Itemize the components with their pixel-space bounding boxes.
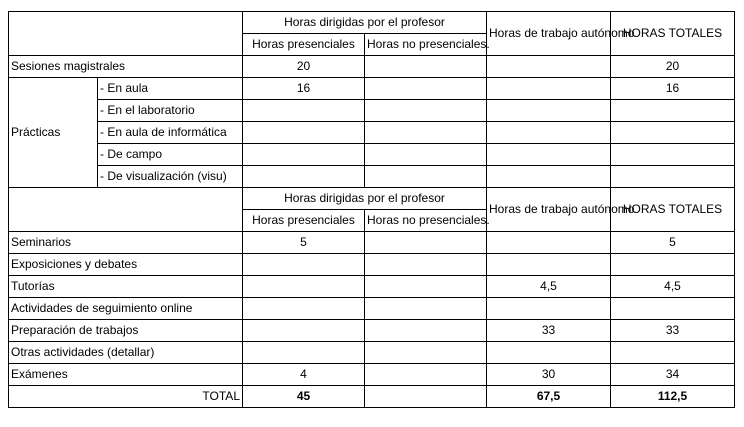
cell-totales: [611, 298, 735, 320]
cell-presenciales: [243, 144, 365, 166]
header-empty-cell: [9, 12, 243, 56]
header-row-3: [9, 188, 735, 210]
cell-no-presenciales: [365, 364, 487, 386]
hours-distribution-table: [8, 11, 735, 408]
cell-totales: 4,5: [611, 276, 735, 298]
row-preparacion-trabajos: [9, 320, 735, 342]
cell-no-presenciales: [365, 166, 487, 188]
cell-totales: [611, 166, 735, 188]
cell-no-presenciales: [365, 78, 487, 100]
row-practicas-aula: [9, 78, 735, 100]
header-row-1: [9, 12, 735, 34]
cell-presenciales: 4: [243, 364, 365, 386]
row-practicas-campo: [9, 144, 735, 166]
cell-autonomo: [487, 298, 611, 320]
row-label: Seminarios: [9, 232, 243, 254]
row-exposiciones: [9, 254, 735, 276]
cell-totales: [611, 100, 735, 122]
cell-no-presenciales: [365, 232, 487, 254]
cell-totales: [611, 144, 735, 166]
header-totales: HORAS TOTALES: [611, 188, 735, 232]
cell-no-presenciales: [365, 100, 487, 122]
practicas-label: Prácticas: [9, 78, 98, 188]
row-label: Tutorías: [9, 276, 243, 298]
row-seminarios: [9, 232, 735, 254]
header-autonomo: Horas de trabajo autónomo: [487, 12, 611, 56]
cell-autonomo: [487, 232, 611, 254]
row-total: [9, 386, 735, 408]
cell-presenciales: [243, 276, 365, 298]
header-autonomo: Horas de trabajo autónomo: [487, 188, 611, 232]
cell-totales: 20: [611, 56, 735, 78]
cell-totales: [611, 254, 735, 276]
total-presenciales: 45: [243, 386, 365, 408]
row-label: - De visualización (visu): [98, 166, 243, 188]
cell-presenciales: 5: [243, 232, 365, 254]
total-label: TOTAL: [9, 386, 243, 408]
row-practicas-visu: [9, 166, 735, 188]
row-label: Otras actividades (detallar): [9, 342, 243, 364]
cell-autonomo: [487, 122, 611, 144]
row-label: Sesiones magistrales: [9, 56, 243, 78]
row-tutorias: [9, 276, 735, 298]
header-no-presenciales: Horas no presenciales.: [365, 210, 487, 232]
row-label: Preparación de trabajos: [9, 320, 243, 342]
row-label: - En aula de informática: [98, 122, 243, 144]
cell-no-presenciales: [365, 254, 487, 276]
cell-autonomo: 33: [487, 320, 611, 342]
row-label: Exposiciones y debates: [9, 254, 243, 276]
header-presenciales: Horas presenciales: [243, 34, 365, 56]
cell-autonomo: 30: [487, 364, 611, 386]
cell-totales: 5: [611, 232, 735, 254]
row-label: - De campo: [98, 144, 243, 166]
header-dirigidas: Horas dirigidas por el profesor: [243, 12, 487, 34]
header-totales: HORAS TOTALES: [611, 12, 735, 56]
header-dirigidas: Horas dirigidas por el profesor: [243, 188, 487, 210]
cell-no-presenciales: [365, 342, 487, 364]
header-presenciales: Horas presenciales: [243, 210, 365, 232]
cell-presenciales: [243, 254, 365, 276]
cell-no-presenciales: [365, 320, 487, 342]
total-no-presenciales: [365, 386, 487, 408]
row-sesiones: [9, 56, 735, 78]
cell-totales: [611, 342, 735, 364]
cell-no-presenciales: [365, 56, 487, 78]
header-no-presenciales: Horas no presenciales.: [365, 34, 487, 56]
row-examenes: [9, 364, 735, 386]
cell-no-presenciales: [365, 122, 487, 144]
cell-autonomo: [487, 56, 611, 78]
cell-autonomo: [487, 78, 611, 100]
row-label: Actividades de seguimiento online: [9, 298, 243, 320]
cell-presenciales: 20: [243, 56, 365, 78]
cell-presenciales: [243, 342, 365, 364]
cell-autonomo: [487, 166, 611, 188]
cell-presenciales: [243, 100, 365, 122]
cell-autonomo: 4,5: [487, 276, 611, 298]
cell-totales: 34: [611, 364, 735, 386]
cell-presenciales: [243, 298, 365, 320]
cell-no-presenciales: [365, 144, 487, 166]
cell-autonomo: [487, 100, 611, 122]
row-label: - En el laboratorio: [98, 100, 243, 122]
row-practicas-laboratorio: [9, 100, 735, 122]
cell-autonomo: [487, 342, 611, 364]
cell-presenciales: [243, 320, 365, 342]
cell-presenciales: [243, 122, 365, 144]
cell-presenciales: [243, 166, 365, 188]
row-practicas-informatica: [9, 122, 735, 144]
total-totales: 112,5: [611, 386, 735, 408]
total-autonomo: 67,5: [487, 386, 611, 408]
cell-totales: [611, 122, 735, 144]
cell-autonomo: [487, 254, 611, 276]
cell-totales: 33: [611, 320, 735, 342]
cell-presenciales: 16: [243, 78, 365, 100]
cell-autonomo: [487, 144, 611, 166]
cell-totales: 16: [611, 78, 735, 100]
row-label: - En aula: [98, 78, 243, 100]
row-label: Exámenes: [9, 364, 243, 386]
row-otras-actividades: [9, 342, 735, 364]
header-empty-cell: [9, 188, 243, 232]
cell-no-presenciales: [365, 298, 487, 320]
row-actividades-online: [9, 298, 735, 320]
cell-no-presenciales: [365, 276, 487, 298]
